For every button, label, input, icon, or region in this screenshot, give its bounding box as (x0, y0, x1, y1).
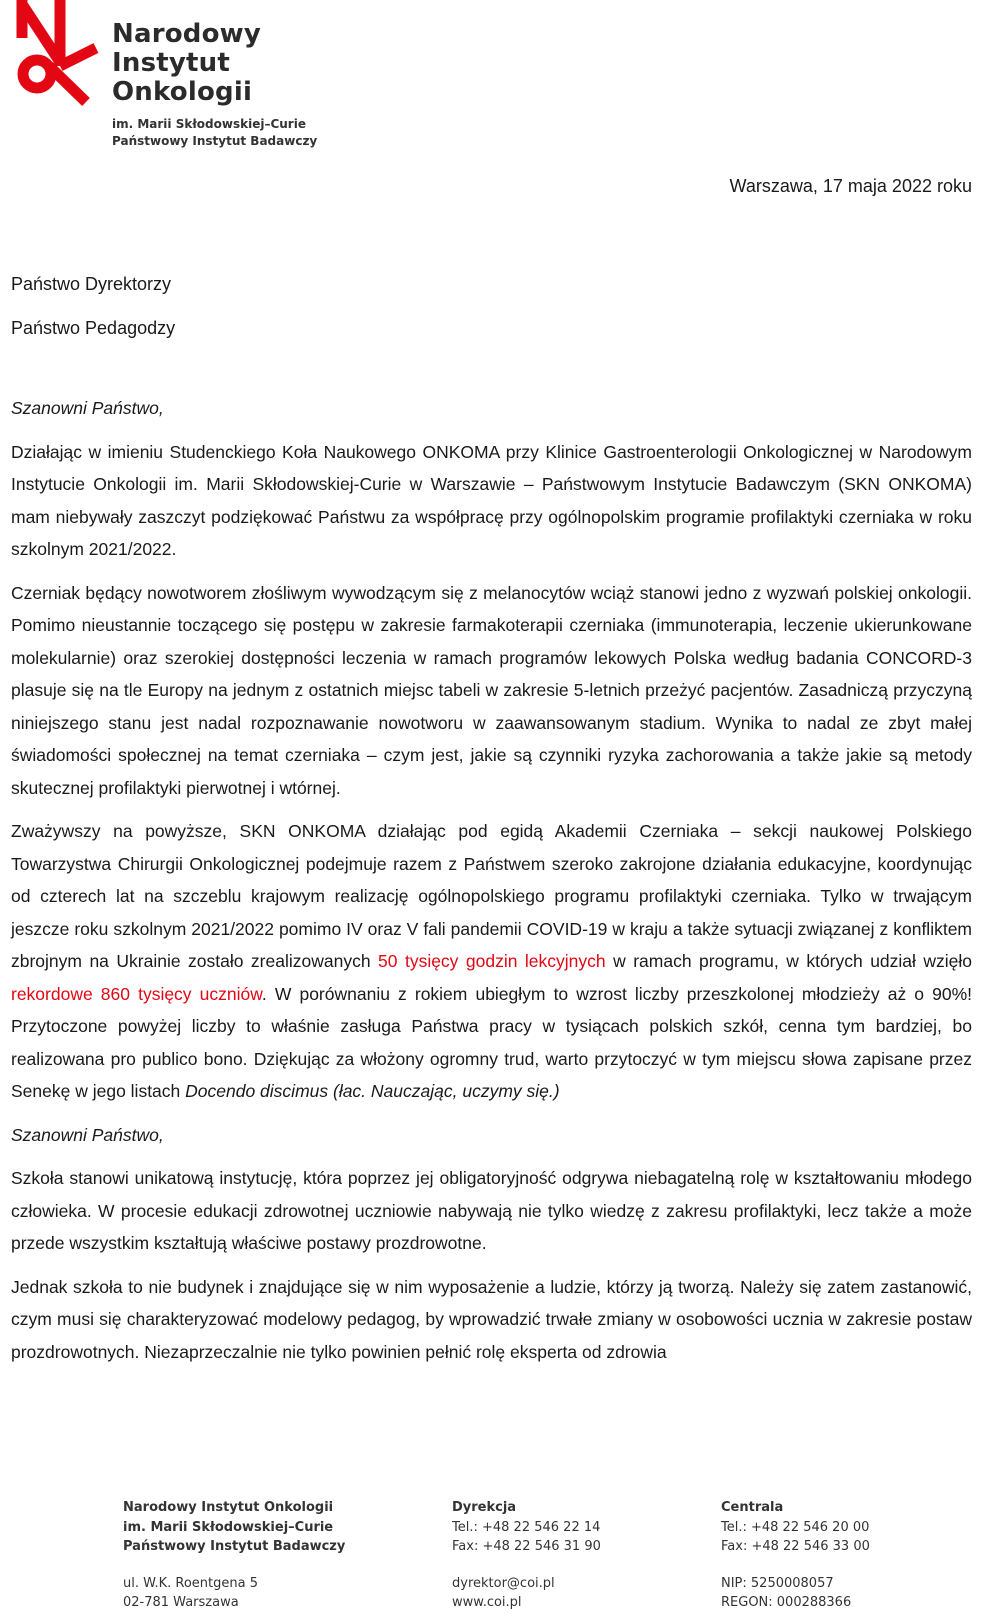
footer-institution-line: im. Marii Skłodowskiej–Curie (123, 1519, 334, 1535)
paragraph-3-text: . W porównaniu z rokiem ubiegłym to wzrost liczby przeszkolonej młodzieży aż o 90%! Przytoczone powyżej liczby to właśnie zasługa Państwa pracy w tysiącach polskich szkół, cenna tym bardziej, bo realizowana pro publico bono. Dziękując za włożony ogromny trud, warto przytoczyć w tym miejscu słowa zapisane przez Senekę w jego listach (11, 983, 972, 1101)
footer-street: ul. W.K. Roentgena 5 (123, 1575, 258, 1591)
footer-central (721, 1498, 870, 1613)
footer-directorate-fax: Fax: +48 22 546 31 90 (452, 1539, 601, 1554)
salutation-2: Szanowni Państwo, (11, 1124, 164, 1145)
footer-web-link[interactable]: www.coi.pl (452, 1595, 522, 1610)
logo-sub-line: Państwowy Instytut Badawczy (112, 134, 318, 148)
paragraph-2: Czerniak będący nowotworem złośliwym wywodzącym się z melanocytów wciąż stanowi jedno z wyzwań polskiej onkologii. Pomimo nieustannie toczącego się postępu w zakresie farmakoterapii czerniaka (immunoterapia, leczenie ukierunkowane molekularnie) oraz szerokiej dostępności leczenia w ramach programów lekowych Polska według badania CONCORD-3 plasuje się na tle Europy na jednym z ostatnich miejsc tabeli w zakresie 5-letnich przeżyć pacjentów. Zasadniczą przyczyną niniejszego stanu jest nadal rozpoznawanie nowotworu w zaawansowanym stadium. Wynika to nadal ze zbyt małej świadomości społecznej na temat czerniaka – czym jest, jakie są czynniki ryzyka zachorowania a także jakie są metody skutecznej profilaktyki pierwotnej i wtórnej. (11, 582, 972, 798)
footer-directorate-tel: Tel.: +48 22 546 22 14 (452, 1519, 601, 1535)
logo-sub-line: im. Marii Skłodowskiej–Curie (112, 117, 306, 131)
letterhead-footer (0, 1490, 1000, 1611)
footer-central-tel: Tel.: +48 22 546 20 00 (721, 1519, 870, 1535)
logo-name-line: Narodowy (112, 19, 262, 49)
recipient-line: Państwo Pedagodzy (11, 318, 176, 338)
institution-logo (10, 0, 340, 160)
footer-institution-name: Narodowy Instytut Onkologii (123, 1500, 334, 1515)
footer-regon: REGON: 000288366 (721, 1595, 852, 1610)
paragraph-3-text: Zważywszy na powyższe, SKN ONKOMA działając pod egidą Akademii Czerniaka – sekcji naukowej Polskiego Towarzystwa Chirurgii Onkologicznej podejmuje razem z Państwem szeroko zakrojone działania edukacyjne, koordynując od czterech lat na szczeblu krajowym realizację ogólnopolskiego programu profilaktyki czerniaka. Tylko w trwającym jeszcze roku szkolnym 2021/2022 pomimo IV oraz V fali pandemii COVID-19 w kraju a także sytuacji związanej z konfliktem zbrojnym na Ukrainie zostało zrealizowanych (11, 821, 972, 971)
footer-central-title: Centrala (721, 1500, 784, 1515)
recipients (11, 262, 175, 350)
recipient-line: Państwo Dyrektorzy (11, 274, 172, 294)
paragraph-5: Jednak szkoła to nie budynek i znajdujące się w nim wyposażenie a ludzie, którzy ją tworzą. Należy się zatem zastanowić, czym musi się charakteryzować modelowy pedagog, by wprowadzić trwałe zmiany w osobowości ucznia w zakresie postaw prozdrowotnych. Niezaprzeczalnie nie tylko powinien pełnić rolę eksperta od zdrowia (11, 1276, 972, 1362)
footer-central-fax: Fax: +48 22 546 33 00 (721, 1539, 870, 1554)
logo-name (112, 20, 261, 107)
highlight-lesson-hours: 50 tysięcy godzin lekcyjnych (378, 951, 606, 971)
footer-city: 02-781 Warszawa (123, 1595, 239, 1610)
logo-name-line: Onkologii (112, 77, 253, 107)
footer-email-link[interactable]: dyrektor@coi.pl (452, 1575, 555, 1591)
letter-date: Warszawa, 17 maja 2022 roku (729, 176, 972, 196)
logo-name-line: Instytut (112, 48, 231, 78)
letter-body (11, 392, 972, 1379)
footer-nip: NIP: 5250008057 (721, 1575, 834, 1591)
footer-institution-line: Państwowy Instytut Badawczy (123, 1539, 346, 1554)
highlight-students-count: rekordowe 860 tysięcy uczniów (11, 983, 262, 1004)
paragraph-1: Działając w imieniu Studenckiego Koła Naukowego ONKOMA przy Klinice Gastroenterologii Onkologicznej w Narodowym Instytucie Onkologii im. Marii Skłodowskiej-Curie w Warszawie – Państwowym Instytucie Badawczym (SKN ONKOMA) mam niebywały zaszczyt podziękować Państwu za współpracę przy ogólnopolskim programie profilaktyki czerniaka w roku szkolnym 2021/2022. (11, 441, 972, 559)
footer-directorate-title: Dyrekcja (452, 1500, 517, 1515)
logo-subtitle (112, 116, 317, 150)
paragraph-3 (11, 815, 972, 1108)
logo-mark-icon (10, 0, 110, 108)
paragraph-4: Szkoła stanowi unikatową instytucję, która poprzez jej obligatoryjność odgrywa niebagatelną rolę w kształtowaniu młodego człowieka. W procesie edukacji zdrowotnej uczniowie nabywają nie tylko wiedzę z zakresu profilaktyki, lecz także a może przede wszystkim kształtują właściwe postawy prozdrowotne. (11, 1168, 972, 1253)
paragraph-3-text: w ramach programu, w których udział wzięło (605, 951, 973, 971)
salutation: Szanowni Państwo, (11, 398, 164, 418)
latin-quote: Docendo discimus (łac. Nauczając, uczymy się.) (185, 1081, 560, 1101)
footer-institution (123, 1498, 345, 1613)
footer-directorate (452, 1498, 601, 1613)
